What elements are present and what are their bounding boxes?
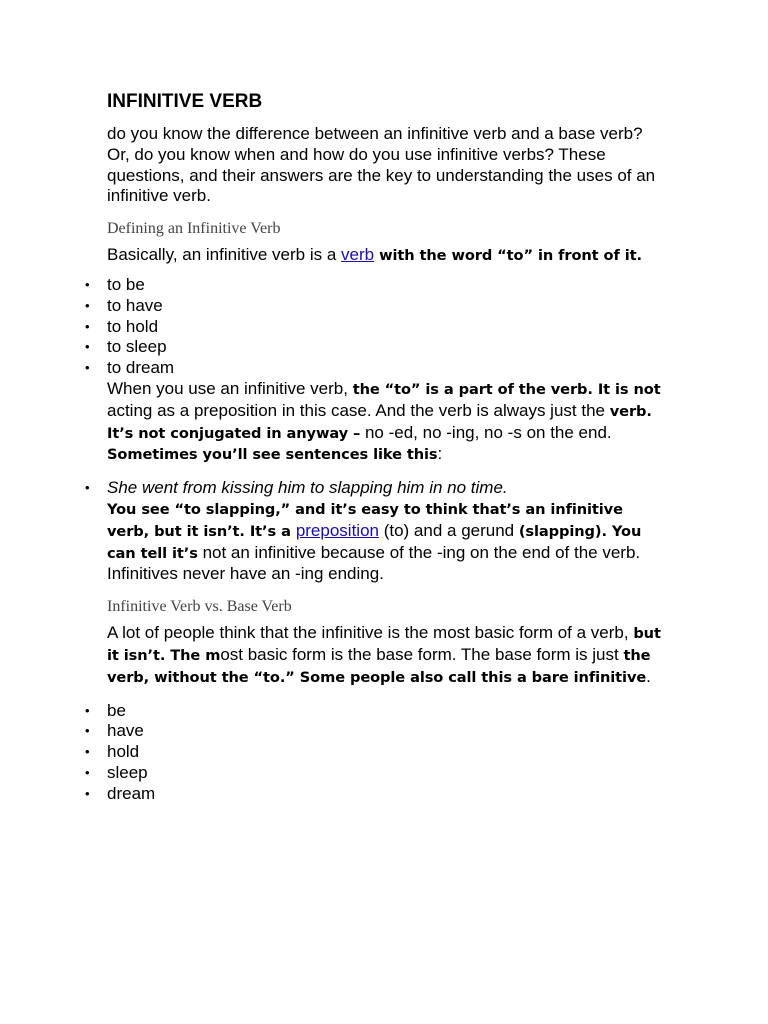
infinitive-examples-list: [85, 274, 667, 379]
base-verb-examples-list: [85, 700, 667, 805]
page-title: INFINITIVE VERB: [107, 91, 263, 112]
base-form-paragraph: A lot of people think that the infinitive is the most basic form of a verb, but it isn’t. The most basic form is the base form. The base form is just the verb, without the “to.” Some people also call this a bare infinitive.: [107, 623, 661, 686]
bullet-icon: •: [85, 702, 90, 718]
usage-paragraph: When you use an infinitive verb, the “to” is a part of the verb. It is not acting as a preposition in this case. And the verb is always just the verb. It’s not conjugated in anyway – no -ed, no -ing, no -s on the end. Sometimes you’ll see sentences like this:: [107, 378, 661, 464]
list-item: • dream: [85, 783, 156, 803]
bullet-icon: •: [85, 744, 90, 760]
list-item: • to dream: [85, 358, 175, 378]
section-heading-defining: Defining an Infinitive Verb: [107, 220, 281, 238]
bullet-icon: •: [85, 276, 90, 292]
list-item: • to be: [85, 274, 145, 294]
gerund-paragraph: You see “to slapping,” and it’s easy to think that’s an infinitive verb, but it isn’t. It’s a preposition (to) and a gerund (slapping). You can tell it’s not an infinitive because of the -ing on the end of the verb. Infinitives never have an -ing ending.: [107, 500, 642, 584]
intro-paragraph: do you know the difference between an infinitive verb and a base verb? Or, do you know when and how do you use infinitive verbs? These questions, and their answers are the key to understanding the uses of an infinitive verb.: [107, 124, 656, 206]
verb-link[interactable]: verb: [341, 245, 375, 265]
bullet-icon: •: [85, 480, 90, 496]
list-item: • have: [85, 721, 144, 741]
list-item: • to have: [85, 295, 163, 315]
list-item: • to sleep: [85, 337, 167, 357]
document-content: [85, 90, 667, 805]
section-heading-base-verb: Infinitive Verb vs. Base Verb: [107, 598, 292, 616]
list-item: [85, 478, 667, 499]
list-item: • be: [85, 700, 126, 720]
definition-paragraph: [107, 245, 667, 267]
bullet-icon: •: [85, 318, 90, 334]
bullet-icon: •: [85, 723, 90, 739]
definition-bold-text: with the word “to” in front of it.: [374, 247, 642, 265]
bullet-icon: •: [85, 297, 90, 313]
list-item: • to hold: [85, 316, 159, 336]
definition-text: Basically, an infinitive verb is a: [107, 245, 342, 265]
list-item: • hold: [85, 742, 140, 762]
example-sentence: She went from kissing him to slapping him in no time.: [107, 478, 508, 498]
list-item: • sleep: [85, 762, 148, 782]
bullet-icon: •: [85, 339, 90, 355]
preposition-link[interactable]: preposition: [295, 520, 379, 540]
bullet-icon: •: [85, 764, 90, 780]
example-sentence-list: [85, 478, 667, 499]
bullet-icon: •: [85, 785, 90, 801]
bullet-icon: •: [85, 360, 90, 376]
